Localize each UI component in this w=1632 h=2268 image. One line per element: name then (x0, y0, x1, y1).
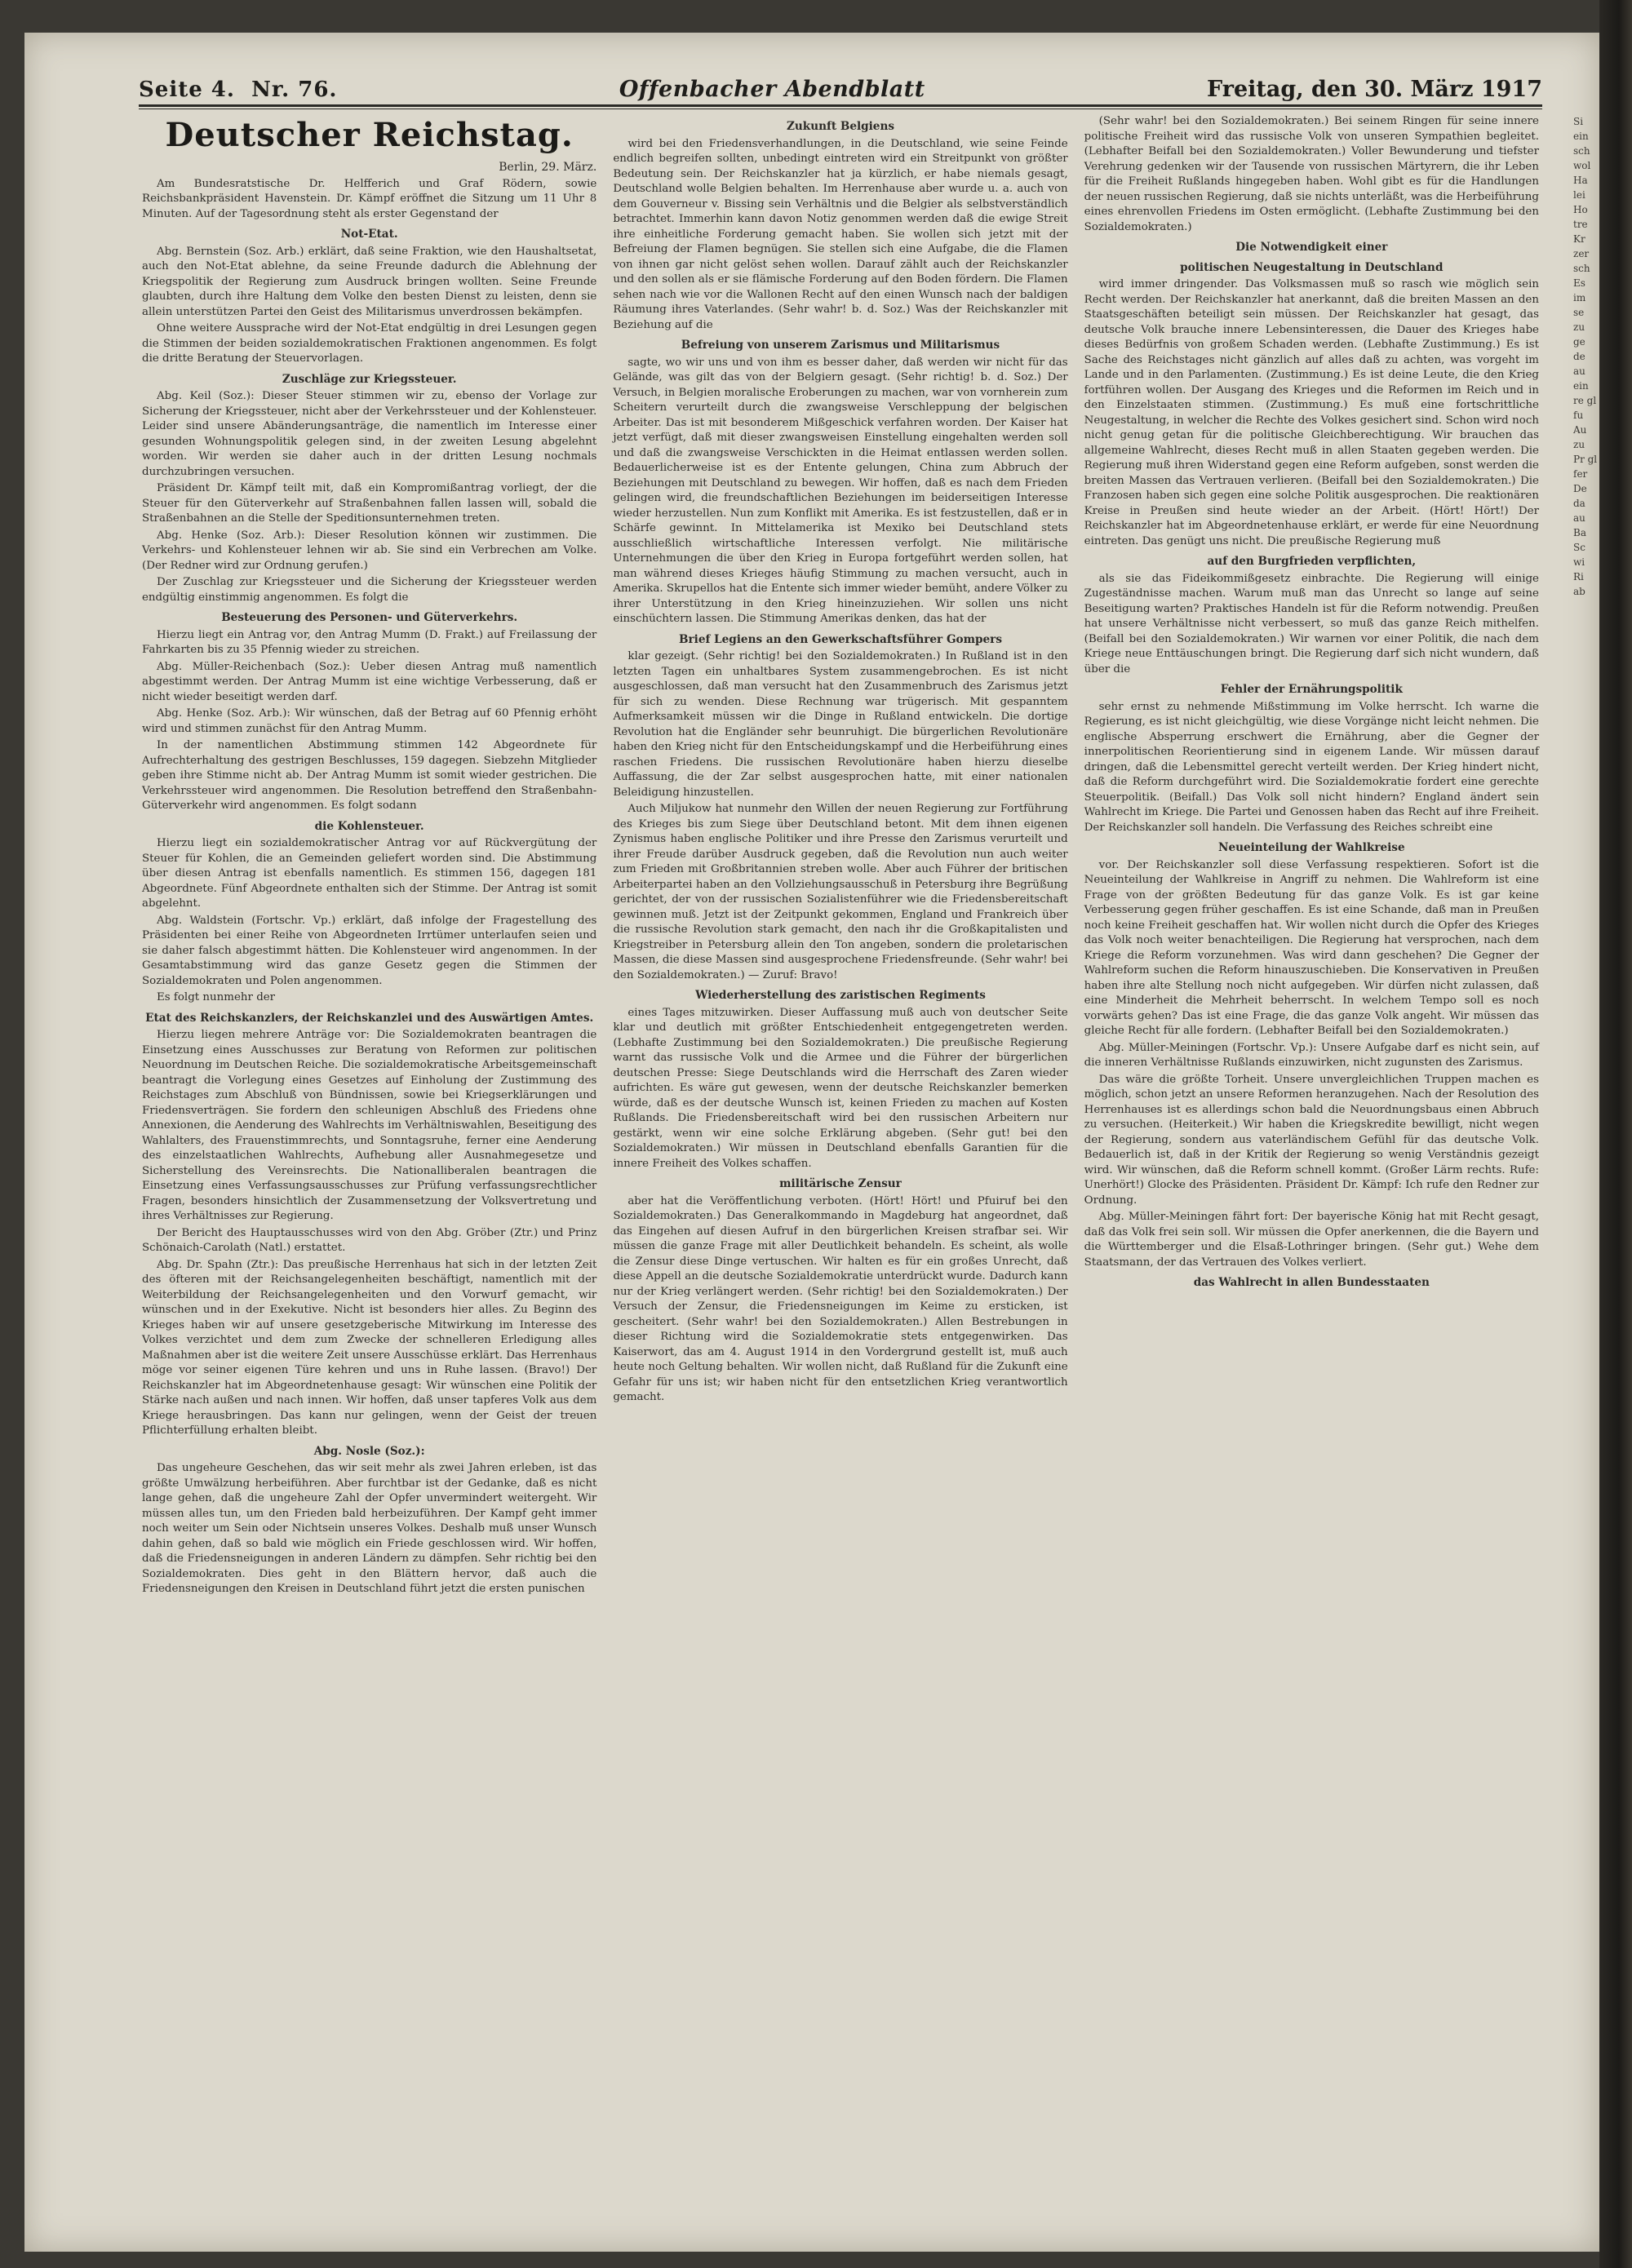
article-columns (139, 114, 1542, 2219)
paragraph: (Sehr wahr! bei den Sozialdemokraten.) Bei seinem Ringen für seine innere politische Freiheit wird das russische Volk von unseren Sympathien begleitet. (Lebhafter Beifall bei den Sozialdemokraten.) Voller Bewunderung und tiefster Verehrung gedenken wir der Tausende von russischen Märtyrern, die ihr Leben für die Freiheit Rußlands hingegeben haben. Wohl gibt es für die Handlungen der neuen russischen Regierung, daß sie nichts unterläßt, was die Herbeiführung eines ehrenvollen Friedens im Osten ermöglicht. (Lebhafte Zustimmung bei den Sozialdemokraten.) (1084, 115, 1539, 233)
paragraph: sagte, wo wir uns und von ihm es besser daher, daß werden wir nicht für das Gelände, was gilt das von der Belgiern gesagt. (Sehr richtig! b. d. Soz.) Der Versuch, in Belgien moralische Eroberungen zu machen, war von vornherein zum Scheitern verurteilt durch die zwangsweise Verschleppung der belgischen Arbeiter. Das ist mit besonderem Mißgeschick verfahren worden. Der Kaiser hat jetzt verfügt, daß mit dieser zwangsweisen Einstellung eingehalten werden soll und daß die zwangsweise Verschickten in die Heimat entlassen werden sollen. Bedauerlicherweise ist es der Entente gelungen, China zum Abbruch der Beziehungen mit Deutschland zu bewegen. Wir hoffen, daß es nach dem Frieden gelingen wird, die freundschaftlichen Beziehungen im beiderseitigen Interesse wieder herzustellen. Nun zum Konflikt mit Amerika. Es ist festzustellen, daß er in Schärfe gewinnt. In Mittelamerika ist Mexiko bei Deutschland stets ausschließlich wirtschaftliche Interessen verfolgt. Nie militärische Unternehmungen die über den Krieg in Europa fortgeführt werden sollen, hat man während dieses Krieges häufig Stimmung zu machen versucht, auch in Amerika. Skrupellos hat die Entente sich immer wieder bemüht, andere Völker zu ihrer Unterstützung in den Krieg hineinzuziehen. Wir sollen uns nicht einschüchtern lassen. Die Stimmung Amerikas denken, das hat der (613, 356, 1068, 625)
masthead-rule (139, 104, 1542, 109)
paragraph: Abg. Müller-Reichenbach (Soz.): Ueber diesen Antrag muß namentlich abgestimmt werden. Der Antrag Mumm ist eine wichtige Verbesserung, daß er nicht wieder beseitigt werden darf. (142, 660, 597, 703)
paragraph: Das wäre die größte Torheit. Unsere unvergleichlichen Truppen machen es möglich, schon jetzt an unsere Reformen heranzugehen. Nach der Resolution des Herrenhauses ist es allerdings schon bald die Neuordnungsbaus einen Abbruch zu versuchen. (Heiterkeit.) Wir haben die Kriegskredite bewilligt, nicht wegen der Regierung, sondern aus vaterländischem Gefühl für das deutsche Volk. Bedauerlich ist, daß in der Kritik der Regierung so wenig Verständnis gezeigt wird. Wir wünschen, daß die Reform schnell kommt. (Großer Lärm rechts. Rufe: Unerhört!) Glocke des Präsidenten. Präsident Dr. Kämpf: Ich rufe den Redner zur Ordnung. (1084, 1073, 1539, 1207)
adjacent-page-fragment: Si ein sch wol Ha lei Ho tre Kr zer sch Es im se zu ge de au ein re gl fu Au zu Pr gl fer De da au Ba Sc wi Ri ab (1573, 116, 1598, 597)
issue-date: Freitag, den 30. März 1917 (1207, 77, 1542, 102)
paragraph: als sie das Fideikommißgesetz einbrachte. Die Regierung will einige Zugeständnisse machen. Warum muß man das Unrecht so lange auf seine Beseitigung warten? Praktisches Handeln ist für die Reform notwendig. Preußen hat unsere Verhältnisse nicht verbessert, so muß das ganze Reich mithelfen. (Beifall bei den Sozialdemokraten.) Wir warnen vor einer Politik, die nach dem Kriege neue Enttäuschungen bringt. Die Regierung darf sich nicht wundern, daß über die (1084, 572, 1539, 676)
section-heading: Etat des Reichskanzlers, der Reichskanzlei und des Auswärtigen Amtes. (145, 1011, 594, 1025)
paragraph: Hierzu liegt ein sozialdemokratischer Antrag vor auf Rückvergütung der Steuer für Kohlen, die an Gemeinden geliefert worden sind. Die Abstimmung über diesen Antrag ist ebenfalls namentlich. Es stimmen 156, dagegen 181 Abgeordnete. Fünf Abgeordnete enthalten sich der Stimme. Der Antrag ist somit abgelehnt. (142, 837, 597, 910)
masthead (139, 53, 1542, 102)
paragraph: Der Zuschlag zur Kriegssteuer und die Sicherung der Kriegssteuer werden endgültig einstimmig angenommen. Es folgt die (142, 576, 597, 604)
paragraph: Hierzu liegen mehrere Anträge vor: Die Sozialdemokraten beantragen die Einsetzung eines Ausschusses zur Beratung von Reformen zur politischen Neuordnung im Deutschen Reiche. Die sozialdemokratische Arbeitsgemeinschaft beantragt die Vorlegung eines Gesetzes auf Einholung der Zustimmung des Reichstages zum Abschluß von Bündnissen, sowie bei Kriegserklärungen und Friedensverträgen. Sie fordern den schleunigen Abschluß des Friedens ohne Annexionen, die Aenderung des Wahlrechts im Verhältniswahlen, Beseitigung des Wahlalters, des Frauenstimmrechts, und Sonntagsruhe, ferner eine Aenderung des einzelstaatlichen Wahlrechts, Aufhebung aller Ausnahmegesetze und Sicherstellung des Vereinsrechts. Die Nationalliberalen beantragen die Einsetzung eines Verfassungsausschusses zur Prüfung verfassungsrechtlicher Fragen, besonders hinsichtlich der Zusammensetzung der Volksvertretung und ihres Verhältnisses zur Regierung. (142, 1029, 597, 1222)
paragraph: Abg. Müller-Meiningen (Fortschr. Vp.): Unsere Aufgabe darf es nicht sein, auf die inneren Verhältnisse Rußlands einzuwirken, nicht zugunsten des Zarismus. (1084, 1041, 1539, 1069)
paragraph: aber hat die Veröffentlichung verboten. (Hört! Hört! und Pfuiruf bei den Sozialdemokraten.) Das Generalkommando in Magdeburg hat angeordnet, daß das Eingehen auf diesen Aufruf in den bürgerlichen Kreisen strafbar sei. Wir müssen die ganze Frage mit aller Deutlichkeit behandeln. Es scheint, als wolle die Zensur diese Dinge vertuschen. Wir halten es für ein großes Unrecht, daß diese Appell an die deutsche Sozialdemokratie unterdrückt wurde. Dadurch kann nur der Krieg verlängert werden. (Sehr richtig! bei den Sozialdemokraten.) Der Versuch der Zensur, die Friedensneigungen im Keime zu ersticken, ist gescheitert. (Sehr wahr! bei den Sozialdemokraten.) Allen Bestrebungen in dieser Richtung wird die Sozialdemokratie stets entgegenwirken. Das Kaiserwort, das am 4. August 1914 in den Vordergrund gestellt ist, muß auch heute noch Geltung behalten. Wir wollen nicht, daß Rußland für die Zukunft eine Gefahr für uns ist; wir haben nicht für den entsetzlichen Krieg verantwortlich gemacht. (613, 1194, 1068, 1403)
paragraph: Es folgt nunmehr der (157, 991, 276, 1003)
section-heading: politischen Neugestaltung in Deutschland (1180, 260, 1444, 274)
section-heading: auf den Burgfrieden verpflichten, (1207, 555, 1417, 568)
article-title: Deutscher Reichstag. (165, 116, 574, 154)
paragraph: Abg. Dr. Spahn (Ztr.): Das preußische Herrenhaus hat sich in der letzten Zeit des öfteren mit der Reichsangelegenheiten beschäftigt, namentlich mit der Weiterbildung der Reichsangelegenheiten und den Vorwurf gemacht, wir wünschen und in der Exekutive. Nicht ist besonders hier alles. Zu Beginn des Krieges haben wir auf unsere gesetzgeberische Mitwirkung im Interesse des Volkes verzichtet und dem zum Zwecke der schnelleren Erledigung alles Maßnahmen aber ist die weitere Zeit unsere Ausschüsse erklärt. Das Herrenhaus möge vor seiner eigenen Türe kehren und uns in Ruhe lassen. (Bravo!) Der Reichskanzler hat im Abgeordnetenhause gesagt: Wir wünschen eine Politik der Stärke nach außen und nach innen. Wir hoffen, daß unser tapferes Volk aus dem Kriege herausbringen. Das kann nur gelingen, wenn der Geist der treuen Pflichterfüllung erhalten bleibt. (142, 1258, 597, 1437)
section-heading: Brief Legiens an den Gewerkschaftsführer Gompers (679, 632, 1002, 646)
paragraph: Ohne weitere Aussprache wird der Not-Etat endgültig in drei Lesungen gegen die Stimmen der beiden sozialdemokratischen Fraktionen angenommen. Es folgt die dritte Beratung der Steuervorlagen. (142, 322, 597, 365)
section-heading: Neueinteilung der Wahlkreise (1218, 841, 1405, 854)
section-heading: das Wahlrecht in allen Bundesstaaten (1193, 1276, 1430, 1289)
column-1 (139, 114, 600, 2219)
paragraph: Abg. Waldstein (Fortschr. Vp.) erklärt, daß infolge der Fragestellung des Präsidenten bei einer Reihe von Abgeordneten Irrtümer unterlaufen seien und sie daher falsch abgestimmt hätten. Die Kohlensteuer wird angenommen. In der Gesamtabstimmung wird das ganze Gesetz gegen die Stimmen der Sozialdemokraten und Polen angenommen. (142, 914, 597, 987)
column-3 (1081, 114, 1542, 2219)
paragraph: In der namentlichen Abstimmung stimmen 142 Abgeordnete für Aufrechterhaltung des gestrigen Beschlusses, 159 dagegen. Siebzehn Mitglieder geben ihre Stimme nicht ab. Der Antrag Mumm ist somit wieder gestrichen. Die Verkehrssteuer wird angenommen. Die Resolution betreffend den Straßenbahn-Güterverkehr wird angenommen. Es folgt sodann (142, 739, 597, 812)
paragraph: eines Tages mitzuwirken. Dieser Auffassung muß auch von deutscher Seite klar und deutlich mit größter Entschiedenheit entgegengetreten werden. (Lebhafte Zustimmung bei den Sozialdemokraten.) Die preußische Regierung warnt das russische Volk und die Armee und die Führer der bürgerlichen deutschen Presse: Siege Deutschlands wird die Herrschaft des Zaren wieder aufrichten. Es wäre gut gewesen, wenn der deutsche Reichskanzler bemerken würde, daß es der deutsche Wunsch ist, keinen Frieden zu machen auf Kosten Rußlands. Die Friedensbereitschaft wird bei den russischen Arbeitern nur gestärkt, wenn wir eine solche Erklärung abgeben. (Sehr gut! bei den Sozialdemokraten.) Wir müssen in Deutschland ebenfalls Garantien für die innere Freiheit des Volkes schaffen. (613, 1006, 1068, 1170)
section-heading: Fehler der Ernährungspolitik (1220, 683, 1403, 696)
paragraph: vor. Der Reichskanzler soll diese Verfassung respektieren. Sofort ist die Neueinteilung der Wahlkreise in Angriff zu nehmen. Die Wahlreform ist eine Frage von der größten Bedeutung für das ganze Volk. Es ist gar keine Verbesserung gegen früher geschaffen. Es ist eine Schande, daß man in Preußen noch keine Freiheit geschaffen hat. Wir wollen nicht durch die Opfer des Krieges das Volk noch weiter benachteiligen. Die Regierung hat versprochen, nach dem Kriege die Reform vorzunehmen. Was wird dann geschehen? Die Gegner der Wahlreform suchen die Reform hinauszuschieben. Die Konservativen in Preußen haben ihre alte Stellung noch nicht aufgegeben. Wir dürfen nicht zulassen, daß eine Minderheit die Mehrheit beherrscht. In welchem Tempo soll es noch vorwärts gehen? Das ist eine Frage, die das ganze Volk angeht. Wir müssen das gleiche Recht für alle fordern. (Lebhafter Beifall bei den Sozialdemokraten.) (1084, 858, 1539, 1037)
paragraph: Präsident Dr. Kämpf teilt mit, daß ein Kompromißantrag vorliegt, der die Steuer für den Güterverkehr auf Straßenbahnen fallen lassen will, sobald die Straßenbahnen an die Stelle der Speditionsunternehmen treten. (142, 482, 597, 525)
section-heading: militärische Zensur (779, 1177, 902, 1190)
page-number: Seite 4. Nr. 76. (139, 78, 338, 102)
paragraph: Der Bericht des Hauptausschusses wird von den Abg. Gröber (Ztr.) und Prinz Schönaich-Carolath (Natl.) erstattet. (142, 1226, 597, 1254)
section-heading: Befreiung von unserem Zarismus und Militarismus (681, 339, 1000, 352)
paragraph: Abg. Bernstein (Soz. Arb.) erklärt, daß seine Fraktion, wie den Haushaltsetat, auch den Not-Etat ablehne, da seine Freunde dadurch die Ablehnung der Kriegspolitik der Regierung zum Ausdruck bringen wollten. Seine Freunde glaubten, durch ihre Haltung dem Volke den besten Dienst zu leisten, denn sie allein unterstützen Partei den Geist des Militarismus unverdrossen bekämpfen. (142, 245, 597, 318)
section-heading: die Kohlensteuer. (314, 819, 424, 833)
section-heading: Zuschläge zur Kriegssteuer. (282, 372, 457, 386)
paragraph: Am Bundesratstische Dr. Helfferich und Graf Rödern, sowie Reichsbankpräsident Havenstein. Dr. Kämpf eröffnet die Sitzung um 11 Uhr 8 Minuten. Auf der Tagesordnung steht als erster Gegenstand der (142, 177, 597, 220)
dateline: Berlin, 29. März. (499, 161, 597, 174)
paragraph: Abg. Müller-Meiningen fährt fort: Der bayerische König hat mit Recht gesagt, daß das Volk frei sein soll. Wir müssen die Opfer anerkennen, die die Bayern und die Württemberger und die Elsaß-Lothringer bringen. (Sehr gut.) Wehe dem Staatsmann, der das Vertrauen des Volkes verliert. (1084, 1211, 1539, 1269)
paragraph: Abg. Henke (Soz. Arb.): Dieser Resolution können wir zustimmen. Die Verkehrs- und Kohlensteuer lehnen wir ab. Sie sind ein Verbrechen am Volke. (Der Redner wird zur Ordnung gerufen.) (142, 529, 597, 572)
paragraph: klar gezeigt. (Sehr richtig! bei den Sozialdemokraten.) In Rußland ist in den letzten Tagen ein unhaltbares System zusammengebrochen. Es ist nicht ausgeschlossen, daß man versucht hat den Zusammenbruch des Zarismus jetzt für sich zu wenden. Diese Rechnung war trügerisch. Mit gespanntem Aufmerksamkeit müssen wir die Dinge in Rußland entwickeln. Die dortige Revolution hat die Engländer sehr beunruhigt. Die bürgerlichen Revolutionäre haben den Krieg nicht für den Entscheidungskampf und die Herbeiführung eines raschen Friedens. Die russischen Revolutionäre haben hierzu dieselbe Auffassung, die der Zar selbst ausgesprochen hatte, mit einer nationalen Beleidigung hinzustellen. (613, 650, 1068, 799)
paragraph: sehr ernst zu nehmende Mißstimmung im Volke herrscht. Ich warne die Regierung, es ist nicht gleichgültig, wie diese Vorgänge nicht leicht nehmen. Die englische Absperrung erschwert die Ernährung, aber die Gegner der innerpolitischen Reorientierung sind in eigenem Lande. Wir müssen darauf dringen, daß die Lebensmittel gerecht verteilt werden. Der Krieg hindert nicht, daß die Reform durchgeführt wird. Die Sozialdemokratie fordert eine gerechte Steuerpolitik. (Beifall.) Das Volk soll nicht hindern? England ändert sein Wahlrecht im Kriege. Die Partei und Genossen haben das Recht auf ihre Freiheit. Der Reichskanzler soll handeln. Die Verfassung des Reiches schreibt eine (1084, 700, 1539, 834)
paragraph: wird immer dringender. Das Volksmassen muß so rasch wie möglich sein Recht werden. Der Reichskanzler hat anerkannt, daß die breiten Massen an den Staatsgeschäften beteiligt sein müssen. Der Reichskanzler hat gesagt, das deutsche Volk brauche innere Lebensinteressen, die Dauer des Krieges habe dieses Bedürfnis von großem Schaden werden. (Lebhafte Zustimmung.) Es ist Sache des Reichstages nicht gänzlich auf alles daß zu achten, was vorgeht im Lande und in den Parlamenten. (Zustimmung.) Es ist deine Leute, die den Krieg fortführen wollen. Der Ausgang des Krieges und die Reformen im Reich und in den Einzelstaaten stimmen. (Zustimmung.) Es muß eine fortschrittliche Neugestaltung, in welcher die Rechte des Volkes gesichert sind. Schon wird noch nicht genug getan für die politische Gleichberechtigung. Wir brauchen das allgemeine Wahlrecht, dieses Recht muß in allen Staaten gegeben werden. Die Regierung muß ihren Widerstand gegen eine Reform aufgeben, sonst werden die breiten Massen das Vertrauen verlieren. (Beifall bei den Sozialdemokraten.) Die Franzosen haben sich gegen eine solche Politik ausgesprochen. Die reaktionären Kreise in Preußen sind heute wieder an der Arbeit. (Hört! Hört!) Der Reichskanzler hat im Abgeordnetenhause erklärt, er werde für eine Neuordnung eintreten. Das genügt uns nicht. Die preußische Regierung muß (1084, 278, 1539, 547)
paragraph: wird bei den Friedensverhandlungen, in die Deutschland, wie seine Feinde endlich begreifen sollten, unbedingt eintreten wird ein Streitpunkt von größter Bedeutung sein. Der Reichskanzler hat ja kürzlich, er habe niemals gesagt, Deutschland wolle Belgien behalten. Im Herrenhause aber wurde u. a. auch von dem Gouverneur v. Bissing sein Verhältnis und die Belgier als selbstverständlich betrachtet. Immerhin kann davon Notiz genommen werden daß die ewige Streit ihre einheitliche Forderung gemacht haben. Sie wollen sich jetzt mit der Befreiung der Flamen begnügen. Sie stellen sich eine Aufgabe, die die Flamen von ihnen gar nicht gelöst sehen wollen. Darauf zählt auch der Reichskanzler und den sollen als er sie flämische Forderung auf den Boden fördern. Die Flamen sehen nach wie vor die Wallonen Recht auf den einen Wunsch nach der baldigen Räumung ihres Vaterlandes. (Sehr wahr! b. d. Soz.) Was der Reichskanzler mit Beziehung auf die (613, 137, 1068, 331)
book-binding (1599, 0, 1632, 2268)
section-heading: Die Notwendigkeit einer (1235, 241, 1388, 254)
paragraph: Auch Miljukow hat nunmehr den Willen der neuen Regierung zur Fortführung des Krieges bis zum Siege über Deutschland betont. Mit dem ihnen eigenen Zynismus haben englische Politiker und ihre Presse den Zarismus verurteilt und ihrer Freude darüber Ausdruck gegeben, daß die Revolution nun auch weiter zum Frieden mit Großbritannien streben wolle. Aber auch Führer der britischen Arbeiterpartei haben an den Vollziehungsausschuß in Petersburg ihre Begrüßung gerichtet, der von der russischen Sozialistenführer wie die Friedensbereitschaft gewinnen muß. Jetzt ist der Zeitpunkt gekommen, England und Frankreich über die russische Revolution stark gemacht, den nach ihr die Großkapitalisten und Kriegstreiber in Petersburg allein den Ton angeben, sondern die proletarischen Massen, die diese Massen sind ausgesprochene Friedensfreunde. (Sehr wahr! bei den Sozialdemokraten.) — Zuruf: Bravo! (613, 803, 1068, 981)
section-heading: Wiederherstellung des zaristischen Regiments (695, 989, 986, 1002)
section-heading: Not-Etat. (340, 228, 398, 241)
paper-name: Offenbacher Abendblatt (619, 77, 925, 102)
section-heading: Besteuerung des Personen- und Güterverkehrs. (221, 611, 518, 624)
speaker-heading: Abg. Nosle (Soz.): (313, 1444, 425, 1458)
issue-number: Nr. 76. (251, 78, 338, 102)
paragraph: Hierzu liegt ein Antrag vor, den Antrag Mumm (D. Frakt.) auf Freilassung der Fahrkarten bis zu 35 Pfennig wieder zu streichen. (142, 628, 597, 656)
paragraph: Das ungeheure Geschehen, das wir seit mehr als zwei Jahren erleben, ist das größte Umwälzung herbeiführen. Aber furchtbar ist der Gedanke, daß es nicht lange gehen, daß die ungeheure Zahl der Opfer unvermindert weitergeht. Wir müssen alles tun, um den Frieden bald herbeizuführen. Der Kampf geht immer noch weiter um Sein oder Nichtsein unseres Volkes. Deshalb muß unser Wunsch dahin gehen, daß so bald wie möglich ein Friede geschlossen wird. Wir hoffen, daß die Friedensneigungen in anderen Ländern zu dämpfen. Sehr richtig bei den Sozialdemokraten. Dies geht in den Blättern hervor, daß auch die Friedensneigungen den Kreisen in Deutschland führt jetzt die ersten punischen (142, 1462, 597, 1595)
section-heading: Zukunft Belgiens (786, 120, 894, 133)
column-2 (610, 114, 1071, 2219)
paragraph: Abg. Keil (Soz.): Dieser Steuer stimmen wir zu, ebenso der Vorlage zur Sicherung der Kriegssteuer, nicht aber der Verkehrssteuer und der Kohlensteuer. Leider sind unsere Abänderungsanträge, die namentlich im Interesse einer gesunden Wohnungspolitik gelegen sind, in der zweiten Lesung abgelehnt worden. Wir werden sie daher auch in der dritten Lesung nochmals durchzubringen versuchen. (142, 390, 597, 478)
paragraph: Abg. Henke (Soz. Arb.): Wir wünschen, daß der Betrag auf 60 Pfennig erhöht wird und stimmen zunächst für den Antrag Mumm. (142, 707, 597, 735)
